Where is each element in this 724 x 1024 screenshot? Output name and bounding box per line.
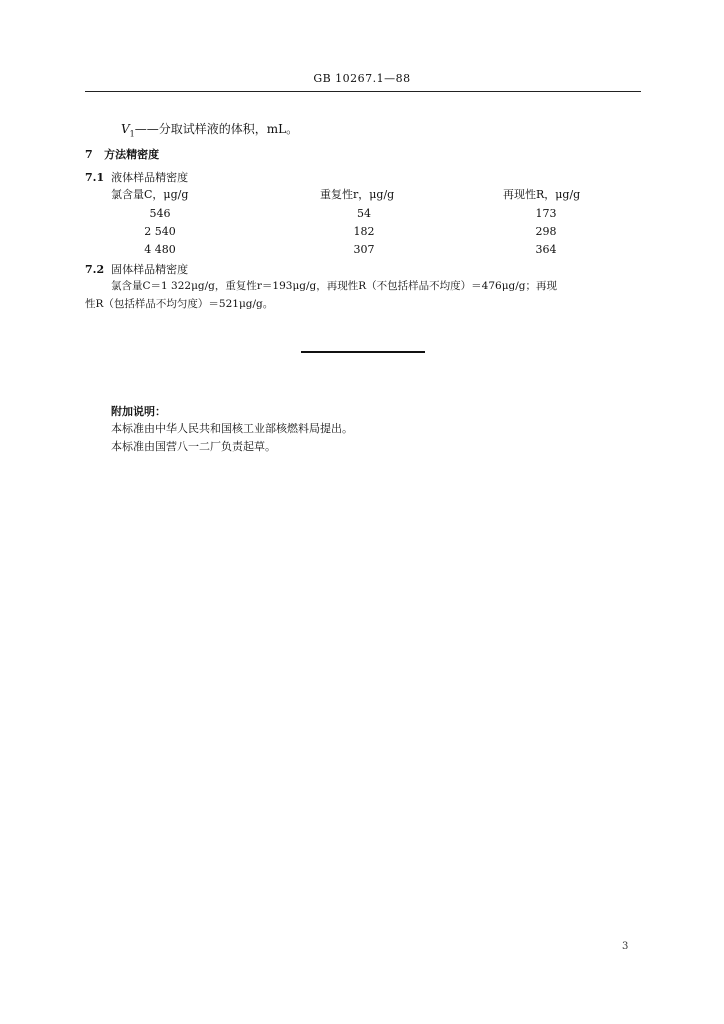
table-cell: 546 bbox=[149, 207, 171, 220]
page-header: GB 10267.1—88 bbox=[313, 72, 411, 85]
table-cell: 4 480 bbox=[144, 243, 176, 256]
section-7-title: 方法精密度 bbox=[104, 148, 160, 161]
section-7-2-title: 固体样品精密度 bbox=[111, 263, 189, 276]
table-cell: 298 bbox=[535, 225, 557, 238]
table-cell: 182 bbox=[353, 225, 375, 238]
page-number: 3 bbox=[622, 941, 629, 952]
section-7-2-line-2: 性R（包括样品不均匀度）＝521μg/g。 bbox=[85, 298, 274, 310]
formula-symbol: V bbox=[121, 122, 130, 136]
section-7-2-number: 7.2 bbox=[85, 263, 105, 276]
table-cell: 2 540 bbox=[144, 225, 176, 238]
section-7-1-title: 液体样品精密度 bbox=[111, 171, 189, 184]
notes-line-2: 本标准由国营八一二厂负责起草。 bbox=[111, 440, 276, 453]
formula-text: ——分取试样液的体积，mL。 bbox=[134, 122, 299, 136]
section-7-number: 7 bbox=[85, 148, 93, 161]
table-header-reproducibility: 再现性R，μg/g bbox=[503, 188, 581, 201]
section-7-1-heading bbox=[85, 169, 188, 185]
table-cell: 54 bbox=[357, 207, 371, 220]
notes-heading: 附加说明： bbox=[111, 405, 166, 418]
header-rule bbox=[85, 91, 641, 92]
section-7-heading bbox=[85, 146, 159, 162]
table-cell: 307 bbox=[353, 243, 375, 256]
table-cell: 364 bbox=[535, 243, 557, 256]
section-7-1-number: 7.1 bbox=[85, 171, 105, 184]
table-header-repeatability: 重复性r，μg/g bbox=[320, 188, 395, 201]
section-divider bbox=[301, 351, 425, 353]
notes-line-1: 本标准由中华人民共和国核工业部核燃料局提出。 bbox=[111, 422, 353, 435]
formula-note bbox=[121, 120, 298, 138]
section-7-2-heading bbox=[85, 261, 188, 277]
table-header-chlorine: 氯含量C，μg/g bbox=[111, 188, 189, 201]
section-7-2-line-1: 氯含量C＝1 322μg/g，重复性r＝193μg/g，再现性R（不包括样品不均度）＝476μg/g；再现 bbox=[111, 280, 558, 292]
formula-subscript: 1 bbox=[129, 129, 135, 139]
table-cell: 173 bbox=[535, 207, 557, 220]
